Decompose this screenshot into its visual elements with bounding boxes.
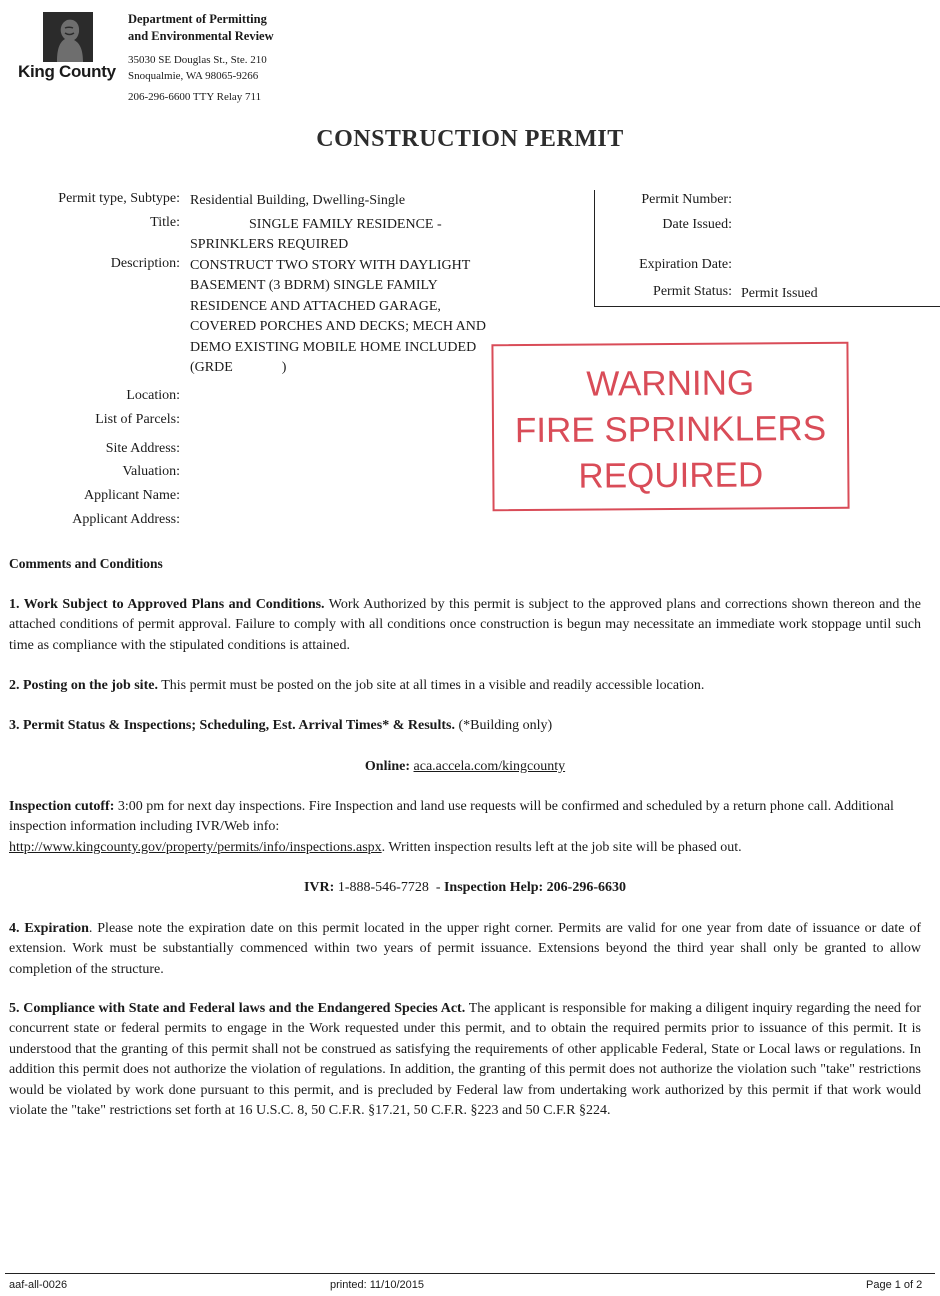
description-line: COVERED PORCHES AND DECKS; MECH AND	[190, 319, 486, 335]
department-phone: 206-296-6600 TTY Relay 711	[128, 91, 262, 103]
cutoff-text: 3:00 pm for next day inspections. Fire Inspection and land use requests will be confirmed and scheduled by a return phone call. Additional inspection information including IVR/Web info:	[9, 799, 894, 835]
inspection-info-after: . Written inspection results left at the job site will be phased out.	[381, 840, 742, 855]
condition-1-heading: 1. Work Subject to Approved Plans and Conditions.	[9, 597, 325, 612]
condition-4-heading: 4. Expiration	[9, 921, 89, 936]
title-value-line-1: SINGLE FAMILY RESIDENCE -	[249, 217, 442, 232]
mlk-portrait-icon	[43, 12, 93, 62]
title-label: Title:	[150, 215, 180, 230]
description-value	[190, 256, 486, 378]
department-address	[128, 52, 267, 84]
description-label: Description:	[110, 256, 180, 271]
fire-sprinkler-warning-stamp	[491, 342, 849, 511]
logo-wordmark: King County	[18, 62, 116, 81]
condition-4-text: . Please note the expiration date on this permit located in the upper right corner. Permits are valid for one year from date of issuance or date of extension. Work must be substantially commenced within two years of permit issuance. Extensions beyond the third year shall only be granted to allow completion of the structure.	[9, 921, 921, 977]
address-line-2: Snoqualmie, WA 98065-9266	[128, 70, 259, 82]
date-issued-label: Date Issued:	[662, 217, 732, 232]
inspection-cutoff	[9, 797, 921, 838]
condition-3-heading: 3. Permit Status & Inspections; Scheduling, Est. Arrival Times* & Results.	[9, 718, 455, 733]
comments-heading: Comments and Conditions	[9, 556, 163, 571]
inspection-info-link[interactable]: http://www.kingcounty.gov/property/permits/info/inspections.aspx	[9, 840, 382, 855]
address-line-1: 35030 SE Douglas St., Ste. 210	[128, 54, 267, 66]
valuation-label: Valuation:	[122, 464, 180, 479]
description-line: RESIDENCE AND ATTACHED GARAGE,	[190, 298, 441, 314]
footer-rule	[5, 1273, 935, 1274]
expiration-date-label: Expiration Date:	[639, 257, 732, 272]
condition-3	[9, 716, 921, 736]
description-line: DEMO EXISTING MOBILE HOME INCLUDED	[190, 339, 477, 355]
location-label: Location:	[126, 388, 180, 403]
applicant-name-label: Applicant Name:	[83, 488, 180, 503]
online-label: Online:	[364, 759, 411, 774]
condition-5-heading: 5. Compliance with State and Federal laws and the Endangered Species Act.	[9, 1001, 466, 1016]
department-name	[128, 11, 274, 45]
stamp-line-2: FIRE SPRINKLERS	[514, 408, 827, 451]
condition-2	[9, 676, 921, 696]
applicant-address-label: Applicant Address:	[72, 512, 180, 527]
condition-3-note: (*Building only)	[454, 718, 553, 733]
condition-4	[9, 919, 921, 980]
description-line: BASEMENT (3 BDRM) SINGLE FAMILY	[190, 278, 438, 294]
cutoff-label: Inspection cutoff:	[9, 799, 115, 814]
condition-2-heading: 2. Posting on the job site.	[9, 678, 158, 693]
permit-status-label: Permit Status:	[653, 284, 732, 299]
page-number: Page 1 of 2	[866, 1279, 923, 1291]
online-line	[9, 757, 921, 777]
permit-status-value: Permit Issued	[741, 286, 818, 301]
permit-type-label: Permit type, Subtype:	[58, 191, 180, 206]
king-county-logo	[43, 12, 93, 62]
stamp-line-3: REQUIRED	[578, 455, 764, 496]
form-id: aaf-all-0026	[9, 1279, 68, 1291]
description-line: CONSTRUCT TWO STORY WITH DAYLIGHT	[190, 258, 471, 273]
dept-line-1: Department of Permitting	[128, 12, 267, 26]
document-title: CONSTRUCTION PERMIT	[316, 126, 624, 152]
description-line: (GRDE )	[190, 360, 287, 376]
inspection-info-line	[9, 838, 921, 858]
permit-type-value: Residential Building, Dwelling-Single	[190, 193, 406, 208]
inspection-help-number: : 206-296-6630	[538, 880, 626, 895]
ivr-label: IVR:	[303, 880, 335, 895]
site-address-label: Site Address:	[105, 441, 180, 456]
condition-2-text: This permit must be posted on the job site at all times in a visible and readily accessible location.	[157, 678, 705, 693]
title-value-line-2: SPRINKLERS REQUIRED	[190, 237, 349, 252]
parcels-label: List of Parcels:	[95, 412, 180, 427]
stamp-line-1: WARNING	[586, 363, 755, 404]
inspection-help-label: Inspection Help	[443, 880, 539, 895]
condition-1-text: Work Authorized by this permit is subject to the approved plans and corrections shown thereon and the attached conditions of permit approval. Failure to comply with all conditions once construction is begun may necessitate an immediate work stoppage until such time as compliance with the stipulated conditions is attained.	[9, 597, 921, 653]
printed-date: printed: 11/10/2015	[330, 1279, 424, 1291]
condition-1	[9, 595, 921, 656]
permit-number-label: Permit Number:	[641, 192, 732, 207]
ivr-number: 1-888-546-7728 -	[334, 880, 444, 895]
accela-link[interactable]: aca.accela.com/kingcounty	[413, 759, 566, 774]
condition-5	[9, 999, 921, 1121]
ivr-line	[9, 878, 921, 898]
condition-5-text: The applicant is responsible for making a diligent inquiry regarding the need for concurrent state or federal permits to engage in the Work requested under this permit, and to obtain the required permits prior to issuance of this permit. It is understood that the granting of this permit shall not be construed as satisfying the requirements of other applicable Federal, State or Local laws or regulations. In addition this permit does not authorize the violation of regulations. In addition, the granting of this permit does not authorize the violation such "take" restrictions would be violated by work done pursuant to this permit, and is precluded by Federal law from undertaking work authorized by this permit if that work would violate the "take" restrictions set forth at 16 U.S.C. 8, 50 C.F.R. §17.21, 50 C.F.R. §223 and 50 C.F.R §224.	[9, 1001, 921, 1119]
dept-line-2: and Environmental Review	[128, 29, 274, 43]
